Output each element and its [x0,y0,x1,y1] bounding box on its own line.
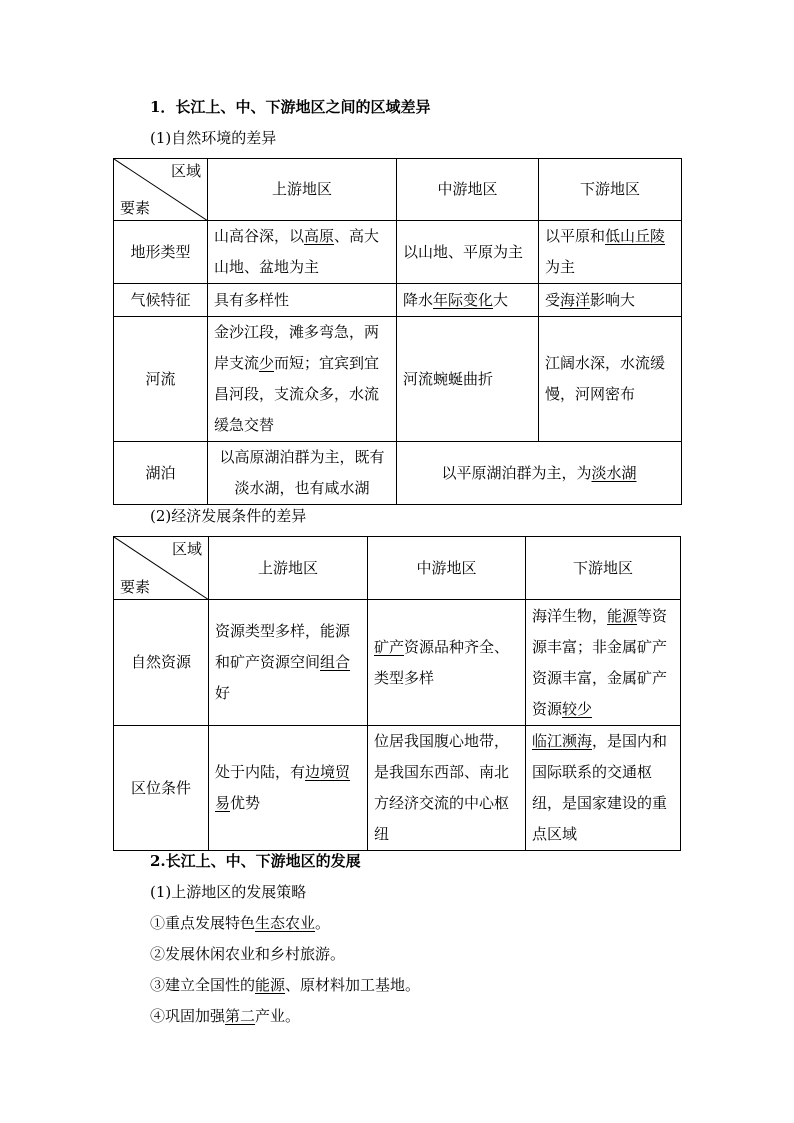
cell-terrain-middle: 以山地、平原为主 [397,221,539,284]
cell-resources-upper: 资源类型多样，能源和矿产资源空间组合好 [209,600,368,726]
cell-terrain-upper: 山高谷深，以高原、高大山地、盆地为主 [208,221,397,284]
table-row [114,317,682,442]
strategy-item-1: ①重点发展特色生态农业。 [150,914,331,932]
strategy-item-2: ②发展休闲农业和乡村旅游。 [150,945,346,963]
strategy-item-3: ③建立全国性的能源、原材料加工基地。 [150,976,421,994]
col-header-lower: 下游地区 [539,159,682,221]
cell-lake-upper: 以高原湖泊群为主，既有淡水湖，也有咸水湖 [208,442,397,505]
cell-location-lower: 临江濒海，是国内和国际联系的交通枢纽，是国家建设的重点区域 [526,726,681,851]
strategy-item-4: ④巩固加强第二产业。 [150,1007,301,1025]
cell-river-lower: 江阔水深，水流缓慢，河网密布 [539,317,682,442]
section-heading-1: 1．长江上、中、下游地区之间的区域差异 [150,98,431,116]
subheading-economic-conditions: (2)经济发展条件的差异 [150,507,307,525]
row-label-river: 河流 [114,317,208,442]
col-header-lower: 下游地区 [526,537,681,600]
cell-resources-lower: 海洋生物，能源等资源丰富；非金属矿产资源丰富，金属矿产资源较少 [526,600,681,726]
table-corner-cell [114,159,208,221]
cell-river-upper: 金沙江段，滩多弯急，两岸支流少而短；宜宾到宜昌河段，支流众多，水流缓急交替 [208,317,397,442]
cell-climate-lower: 受海洋影响大 [539,284,682,317]
col-header-middle: 中游地区 [397,159,539,221]
section-heading-2: 2.长江上、中、下游地区的发展 [150,852,361,870]
cell-climate-upper: 具有多样性 [208,284,397,317]
table-row [114,726,681,851]
row-label-climate: 气候特征 [114,284,208,317]
cell-lake-mid-lower: 以平原湖泊群为主，为淡水湖 [397,442,682,505]
table-row [114,600,681,726]
cell-river-middle: 河流蜿蜒曲折 [397,317,539,442]
table-row [114,221,682,284]
row-label-location: 区位条件 [114,726,209,851]
row-label-lake: 湖泊 [114,442,208,505]
cell-resources-middle: 矿产资源品种齐全、类型多样 [368,600,526,726]
economic-conditions-table [113,536,681,851]
corner-label-factor: 要素 [120,578,151,596]
cell-terrain-lower: 以平原和低山丘陵为主 [539,221,682,284]
col-header-upper: 上游地区 [209,537,368,600]
table-header-row [114,159,682,221]
row-label-terrain: 地形类型 [114,221,208,284]
table-row [114,442,682,505]
table-corner-cell [114,537,209,600]
natural-environment-table [113,158,682,505]
cell-location-upper: 处于内陆，有边境贸易优势 [209,726,368,851]
row-label-resources: 自然资源 [114,600,209,726]
corner-label-factor: 要素 [120,199,151,217]
subheading-upper-strategy: (1)上游地区的发展策略 [150,883,307,901]
cell-location-middle: 位居我国腹心地带，是我国东西部、南北方经济交流的中心枢纽 [368,726,526,851]
corner-label-region: 区域 [170,162,201,180]
col-header-middle: 中游地区 [368,537,526,600]
col-header-upper: 上游地区 [208,159,397,221]
table-row [114,284,682,317]
corner-label-region: 区域 [171,540,202,558]
cell-climate-middle: 降水年际变化大 [397,284,539,317]
subheading-natural-environment: (1)自然环境的差异 [150,129,277,147]
table-header-row [114,537,681,600]
